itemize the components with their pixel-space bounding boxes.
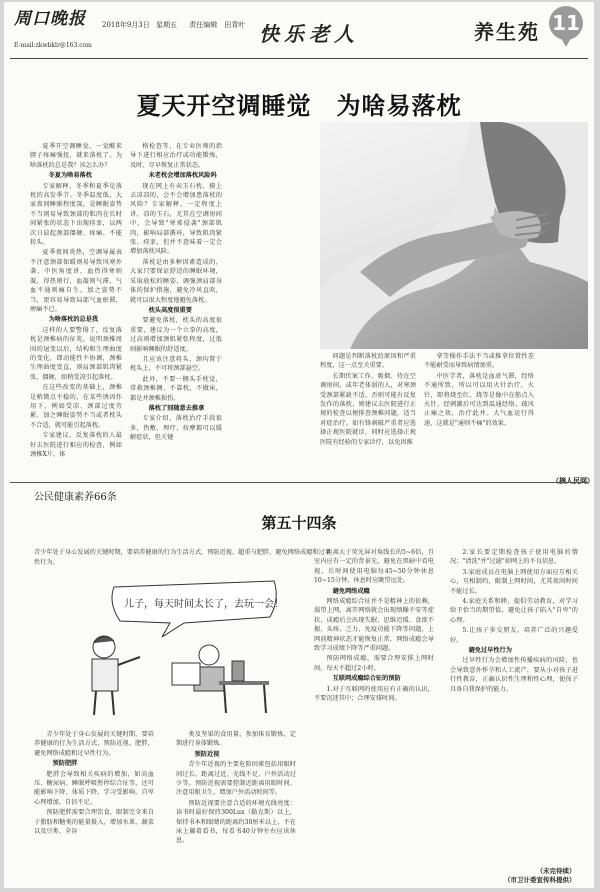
paragraph: 预防肥胖需要合理饮食，限制完全来自于脂肪和糖类的能量摄入，增加水果、蔬菜以及豆类、全谷 (34, 809, 154, 836)
paragraph: 专家介绍，落枕治疗手段很多，热敷、理疗、按摩都可以缓解症状，但关键 (130, 415, 222, 442)
contact-email: E-mail:zkwbklr@163.com (14, 42, 92, 49)
paragraph: 专家解释，冬季和夏季是落枕的高发季节。冬季温度低，大家夜间睡眠程度深，是睡眠姿势不当则易导致颈部的肌肉在长时间紧张的状态下出现痉挛，以两次日晨起颈部僵硬、疼痛、不能转头。 (30, 182, 122, 247)
page-tag: 养生苑 (474, 20, 540, 44)
parent-child-study-illustration (44, 577, 284, 717)
paragraph: 预防近视要注意合适的环境光线亮度：读书时最好保持300Lux（勒克斯）以上，保持书本和眼睛的距离约30厘米以上，不在床上躺着看书，每看书40分钟左右应该休息。 (176, 799, 296, 845)
paragraph: 夏季开空调睡觉，一觉醒来脖子疼痛强扭，就来落枕了。为啥落枕的总是我？该怎么办？ (30, 143, 122, 169)
subheading: 冬夏为啥易落枕 (48, 172, 92, 180)
paragraph: 在这些改变的基础上，颈椎是稍微点不稳的，在某些诱因作用下，例如受凉、颈部过度劳累、加之睡眠姿势不当或者枕头不合适，就可能引起落枕。 (30, 384, 122, 429)
issue-meta (102, 20, 245, 30)
subheading: 互联网成瘾综合征的预防 (332, 675, 401, 683)
paragraph: 青少年近视的主要危险因素包括用眼时间过长、距离过近、光线不足、户外活动过少等。预防近视需要控制近距离用眼时间、注意用眼卫生、增加户外活动时间等。 (176, 761, 296, 797)
health-column-1 (34, 730, 154, 870)
paragraph: 长期伏案工作、吸烟、待在空调房间、或年老体弱的人，对寒颈受颈部紧缺不适、否则可能有反复发作的落枕，则建议去医院进行正规的检查以便排查颈椎问题，适当对症治疗。如有锋刹破严重者应选择正规医院就诊，同时应选择正规医院有经验的专家诊疗，以免因推 (320, 372, 416, 446)
newspaper-page (4, 2, 594, 888)
section-title: 快乐老人 (259, 22, 359, 46)
subheading: 为啥落枕的总是我 (48, 316, 99, 324)
paragraph: 4.家庭关系和睦，提倡劳动教育，对学习给予恰当的期望值，避免让孩子陷入"自卑"的心理。 (450, 598, 578, 624)
provider-credit: （市卫计委宣传科提供） (504, 876, 576, 884)
article-headline: 夏天开空调睡觉 为啥易落枕 (136, 92, 462, 120)
article-credit: （摘人民网） (552, 476, 594, 485)
chapter-title: 第五十四条 (261, 514, 337, 532)
subheading: 避免网络成瘾 (332, 587, 370, 595)
paragraph: 距离大于荧光屏对角线长的5~6倍，且室内应有一定的背景光，避免在黑暗中看电视，长时间使用电脑每45~50分钟休息10~15分钟，休息时应眺望远处。 (314, 549, 434, 585)
paragraph: 过早性行为会增加性传播疾病的风险，也会导致意外怀孕和人工流产，要从小对孩子进行性教育，正确认识性生理和性心理，使孩子具备自我保护的能力。 (450, 657, 578, 693)
paragraph: 5.让孩子多交朋友，培养广泛的兴趣爱好。 (450, 627, 578, 644)
speech-bubble-text: 儿子，每天时间太长了，去玩一会！ (124, 599, 284, 610)
article-column-2 (130, 142, 222, 472)
paragraph: 2.家长要定期检查孩子使用电脑的情况；"清洗"并"过滤"掉网上的不良信息。 (450, 549, 578, 566)
article-column-4 (424, 352, 534, 472)
paragraph: 3.家庭成员在电脑上网使用方面应互相关心，互相制约，限制上网时间，尤其夜间时间不能过长。 (450, 568, 578, 595)
health-column-4 (450, 548, 578, 848)
subheading: 枕头高度很重要 (148, 306, 192, 314)
subheading: 预防肥胖 (52, 760, 78, 768)
paragraph: 此外，不要一侧头手枕觉，常救颈椎侧、不靠枕，不做床，都是并颈椎损伤。 (130, 375, 222, 402)
paragraph: 青少年处于身心发展的关键时期，要培养健康的行为生活方式，预防近视、肥胖，避免网络成瘾和过早性行为。 (34, 731, 154, 757)
article-column-3 (320, 352, 416, 472)
paragraph: 网络成瘾综合征并不是精神上的依赖，渴望上网，离开网络就会出现烦躁不安等症状，成瘾后会出现失眠、思维迟缓、食欲不振、头疼、乏力、免疫功能下降等问题，上网前精神状态才能恢复正常，网络成瘾会导致学习成绩下降等严重问题。 (314, 598, 434, 653)
subheading: 未老枕会增加落枕风险吗 (148, 172, 217, 180)
neck-pain-photo (320, 122, 588, 349)
health-column-2 (176, 730, 296, 870)
paragraph: 预防网络成瘾，需要合理安排上网时间，每天不超过2小时。 (314, 655, 434, 672)
health-column-3 (314, 548, 434, 866)
subheading: 落枕了别随意去推拿 (148, 404, 205, 412)
health-credit (504, 866, 576, 884)
responsible-editor: 责任编辑 田青叶 (189, 21, 246, 29)
paragraph: 落枕是由多种因素造成的，大家只要保证舒适的睡眠环境，采取放松的睡姿，调强颈肩部身体的保护措施，避免冷风直吹，就可以很大程度地避免落枕。 (130, 258, 222, 304)
page-number-badge: 11 (549, 6, 583, 40)
article-column-1 (30, 142, 122, 472)
paragraph: 且应该注意将头、颈均置于枕头上，不可将颈部悬空。 (130, 355, 222, 373)
subheading: 避免过早性行为 (468, 647, 512, 655)
study-cartoon (44, 577, 284, 717)
health-series-title: 公民健康素养66条 (34, 492, 117, 503)
masthead-rule (10, 58, 588, 59)
paragraph: 1.对于互联网的使用应有正确的认识，不要沉迷其中；合理安排时间。 (314, 685, 434, 703)
subheading: 预防近视 (194, 750, 220, 758)
health-lead: 青少年处于身心发展的关键时期，要培养健康的行为生活方式，预防近视、超重与肥胖，避免网络成瘾和过早性行为。 (34, 549, 331, 566)
newspaper-brand: 周口晚报 (14, 9, 86, 29)
paragraph: 要避免落枕，枕头的高度很重要，建议为一个立拳的高度，过高则增加颈肌紧张程度，过低则影响睡眠的舒适度。 (130, 317, 222, 353)
issue-weekday: 星期五 (155, 21, 177, 29)
issue-date: 2018年9月3日 (102, 21, 150, 29)
neck-pain-illustration (320, 122, 588, 349)
paragraph: 格检查等，在专业医师的指导下进行相应治疗或功能锻炼，及时、尽早恢复正常状态。 (130, 143, 222, 169)
paragraph: 专家建议，反复落枕的人最好去医院进行相应的检查，例如颈椎X片、体 (30, 432, 122, 458)
paragraph: 问题是判断落枕的原因和严重程度，这一点至关重要。 (320, 353, 416, 370)
paragraph: 肥胖会导致相关疾病的增加，如高血压、糖尿病、睡眠呼吸暂停综合征等，还可能影响下降、体质下降、学习受影响，自卑心理增加，自信不足。 (34, 770, 154, 806)
paragraph: 夏季夜间炎热，空调导属表不注意颈部保暖则易导致风寒外袭，中医角度讲，血热得寒则凝，得热则行，血凝则气滞，气血不通则痛自生，加之姿势不当，更容易导致局部气血瘀滞，痹痛不已。 (30, 249, 122, 313)
section-divider (10, 482, 588, 483)
masthead (4, 2, 594, 54)
paragraph: 类及坚果的食用量，参加体育锻炼，定期进行身体锻炼。 (176, 731, 296, 748)
paragraph: 现在网上有卖玉石枕、摸上去凉凉的，会不会增加患落枕的风险？专家解释，一定程度上讲，凉的玉石，尤其在空调房间中，会导致"寒邪侵袭"颈部肌肉，影响局部循环，导致肌肉紧张、痉挛，但并不意味着一定会增加落枕风险。 (130, 182, 222, 256)
paragraph: 拿等操作手法不当或推拿位置性差不能耐受而导致病情加重。 (424, 353, 534, 370)
continued-note: （未完待续） (536, 867, 576, 875)
paragraph: 这样的人要警惕了，反复落枕是颈椎病的征兆，说明颈椎周围的退变以后，结构和生理曲度的变化，即动能性不协调，颈椎生理曲度变直，则肩颈部肌肉紧张、僵硬，如稍受凉引起落枕。 (30, 326, 122, 381)
paragraph: 中医学者，落枕是血虚气滞，经络不通所致，所以可以用火针治疗，火针，即将烧至红、烧等是像中在筋点入火针，经刺激后可达到温通经络、疏风止痛之效，治疗此并。大气血运行得速，这就是"通则不痛"的效果。 (424, 372, 534, 427)
